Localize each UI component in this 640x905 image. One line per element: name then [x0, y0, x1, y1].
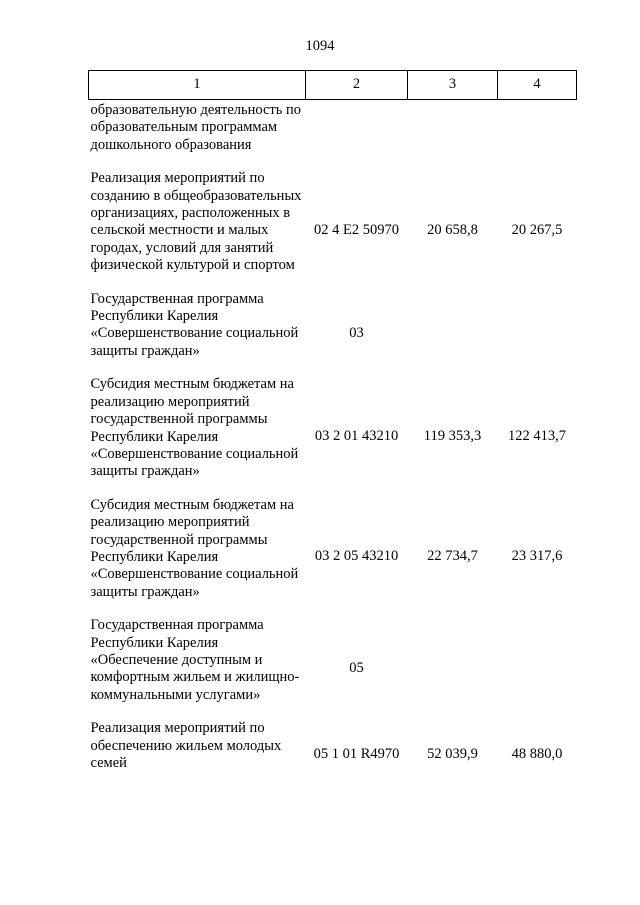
row-value-1 [408, 617, 498, 720]
row-value-1: 22 734,7 [427, 548, 478, 565]
table-row [89, 497, 577, 617]
row-value-2: 23 317,6 [511, 548, 563, 565]
row-value-1: 20 658,8 [427, 221, 478, 238]
row-code: 03 [349, 324, 364, 341]
row-name: образовательную деятельность по образовательным программам дошкольного образования [90, 102, 302, 153]
table-row [89, 100, 577, 171]
row-name: Реализация мероприятий по созданию в общеобразовательных организациях, расположенных в сельской местности и малых городах, условий для занятий физической культурой и спортом [90, 170, 302, 274]
row-value-2: 122 413,7 [508, 427, 566, 444]
row-value-1: 52 039,9 [427, 745, 478, 762]
row-value-2 [498, 100, 577, 171]
table-header [89, 71, 577, 100]
table-row [89, 376, 577, 496]
table-header-row [89, 71, 577, 100]
row-code: 03 2 05 43210 [314, 548, 399, 565]
row-name: Государственная программа Республики Карелия «Обеспечение доступным и комфортным жильем и жилищно-коммунальными услугами» [90, 617, 300, 703]
row-code: 05 [349, 659, 364, 676]
table-row [89, 170, 577, 290]
row-value-1: 119 353,3 [423, 427, 482, 444]
table-row [89, 291, 577, 377]
row-value-1 [408, 100, 498, 171]
row-code: 03 2 01 43210 [314, 427, 399, 444]
header-col-2: 2 [306, 71, 408, 100]
header-col-3: 3 [408, 71, 498, 100]
row-name: Субсидия местным бюджетам на реализацию мероприятий государственной программы Республики Карелия «Совершенствование социальной защиты граждан» [90, 376, 299, 480]
row-name: Государственная программа Республики Карелия «Совершенствование социальной защиты граждан» [90, 290, 299, 359]
page-number: 1094 [305, 38, 335, 54]
row-value-2: 48 880,0 [511, 745, 563, 762]
row-code [306, 100, 408, 171]
row-name: Реализация мероприятий по обеспечению жильем молодых семей [90, 720, 282, 771]
table-body [89, 100, 577, 789]
row-value-2 [498, 617, 577, 720]
header-col-4: 4 [498, 71, 577, 100]
row-value-2 [498, 291, 577, 377]
row-value-2: 20 267,5 [511, 221, 563, 238]
budget-table [88, 70, 577, 788]
row-name: Субсидия местным бюджетам на реализацию мероприятий государственной программы Республики Карелия «Совершенствование социальной защиты граждан» [90, 496, 299, 600]
row-code: 02 4 Е2 50970 [314, 221, 399, 238]
row-code: 05 1 01 R4970 [313, 745, 400, 762]
table-row [89, 720, 577, 788]
header-col-1: 1 [89, 71, 306, 100]
table-row [89, 617, 577, 720]
row-value-1 [408, 291, 498, 377]
